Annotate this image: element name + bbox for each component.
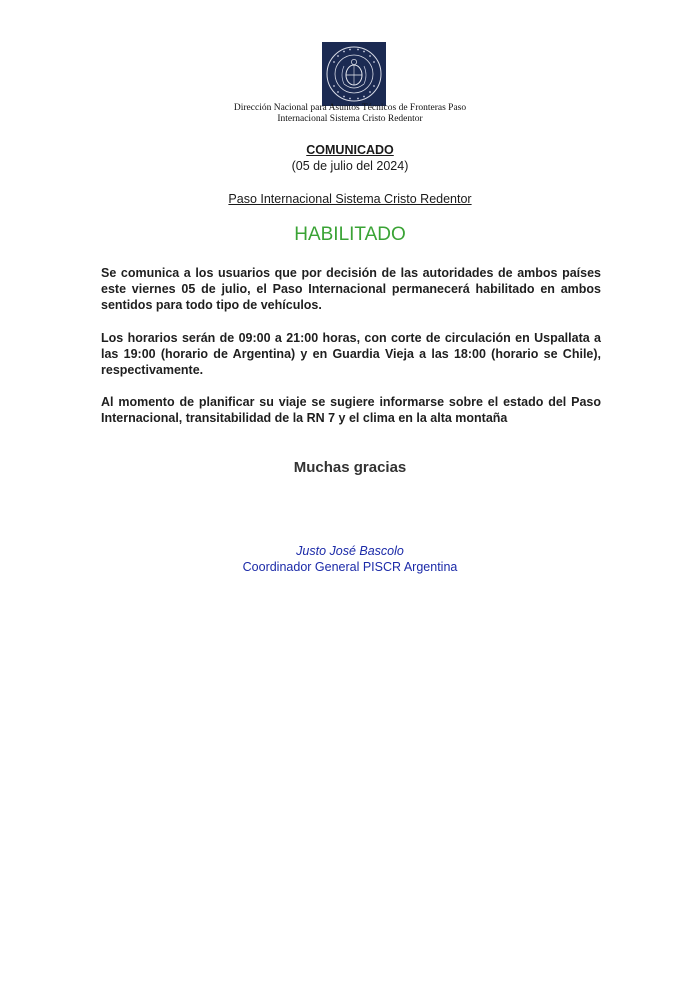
office-name [0, 103, 700, 125]
signature-block [0, 543, 700, 575]
closing-thanks: Muchas gracias [293, 459, 407, 476]
signer-name: Justo José Bascolo [296, 544, 404, 558]
argentina-seal-icon [322, 42, 386, 106]
paragraph-opening: Se comunica a los usuarios que por decisión de las autoridades de ambos países este viernes 05 de julio, el Paso Internacional permanecerá habilitado en ambos sentidos para todo tipo de vehículos. [101, 266, 601, 312]
office-line-1: Dirección Nacional para Asuntos Técnicos de Fronteras Paso [233, 103, 467, 113]
signer-role: Coordinador General PISCR Argentina [242, 560, 458, 574]
paragraph-advice: Al momento de planificar su viaje se sugiere informarse sobre el estado del Paso Internacional, transitabilidad de la RN 7 y el clima en la alta montaña [101, 395, 601, 425]
paso-name: Paso Internacional Sistema Cristo Redentor [228, 192, 472, 206]
office-line-2: Internacional Sistema Cristo Redentor [277, 114, 423, 124]
notice-heading [0, 142, 700, 174]
status-label: HABILITADO [294, 224, 406, 245]
notice-date: (05 de julio del 2024) [291, 159, 409, 173]
paragraph-schedule: Los horarios serán de 09:00 a 21:00 horas, con corte de circulación en Uspallata a las 19:00 (horario de Argentina) y en Guardia Vieja a las 18:00 (horario se Chile), respectivamente. [101, 331, 601, 377]
notice-title: COMUNICADO [306, 143, 394, 157]
